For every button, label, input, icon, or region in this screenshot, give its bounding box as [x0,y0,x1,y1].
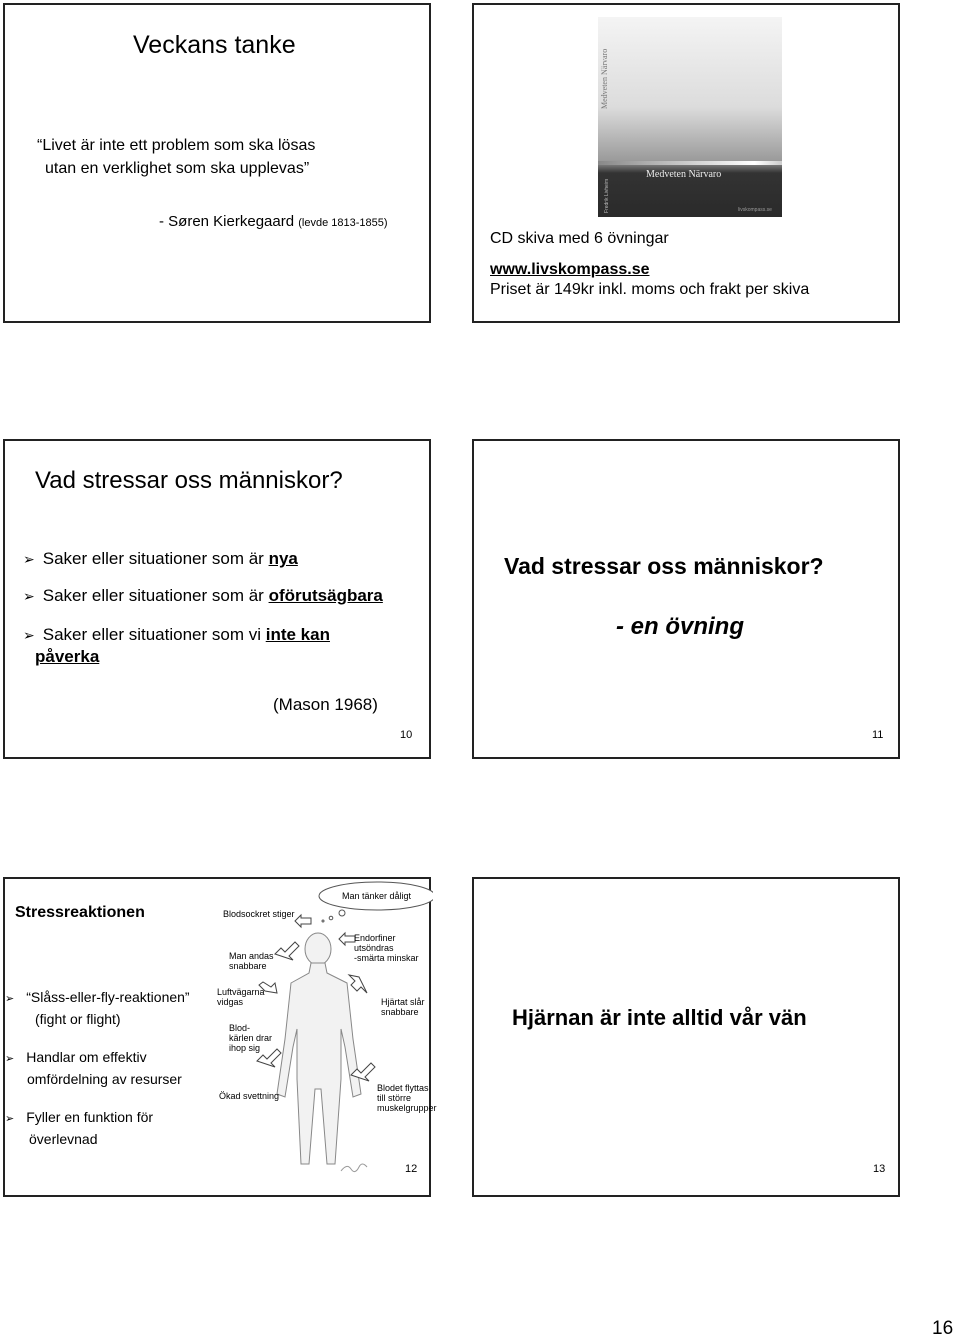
label-airways: Luftvägarna vidgas [217,987,265,1007]
slide-title: Vad stressar oss människor? [35,467,343,494]
quote-author [159,213,388,230]
page-number: 13 [873,1163,886,1175]
label-breath: Man andas snabbare [229,951,274,971]
label-sweat: Ökad svettning [219,1091,280,1101]
slide-veckans-tanke [3,3,431,323]
page-number: 11 [872,729,884,741]
price-text: Priset är 149kr inkl. moms och frakt per skiva [490,281,810,298]
human-figure-icon [277,933,361,1164]
slide-title: Stressreaktionen [15,904,145,921]
arrow-bullet-icon: ➢ [5,993,15,1005]
label-vessels: Blod- kärlen drar ihop sig [229,1023,273,1053]
bullet-item: ➢ “Slåss-eller-fly-reaktionen” (fight or flight) [5,989,190,1027]
cd-cover-image [598,17,782,217]
slide-stress-reaction [3,877,437,1197]
page-number: 12 [405,1163,418,1175]
arrow-icon [339,933,355,945]
slide-cd [472,3,900,323]
cover-title: Medveten Närvaro [600,48,609,109]
thought-cloud-icon [319,882,433,922]
author-name: - Søren Kierkegaard [159,213,295,230]
arrow-bullet-icon: ➢ [23,551,35,567]
website-link[interactable]: www.livskompass.se [490,261,650,278]
cd-text: CD skiva med 6 övningar [490,230,669,247]
slide-title: Vad stressar oss människor? [504,553,824,579]
bullet-item: ➢ Saker eller situationer som är nya [23,549,298,568]
cover-author: Fredrik Livheim [604,178,610,213]
quote-line-2: utan en verklighet som ska upplevas” [45,160,310,177]
slide-stress-causes [3,439,431,759]
cover-spine-title: Medveten Närvaro [646,169,722,180]
signature-icon [341,1164,367,1172]
slide-subtitle: - en övning [616,613,744,640]
bullet-item: ➢ Saker eller situationer som vi inte kan påverka [23,625,330,666]
label-blood-sugar: Blodsockret stiger [223,909,295,919]
arrow-bullet-icon: ➢ [23,588,35,604]
slide-brain [472,877,900,1197]
arrow-bullet-icon: ➢ [23,627,35,643]
cover-publisher: livskompass.se [738,207,772,213]
body-diagram [5,879,433,1199]
label-endorphin: Endorfiner utsöndras -smärta minskar [354,933,419,963]
page-number: 10 [400,729,413,741]
slide-title: Hjärnan är inte alltid vår vän [512,1005,807,1030]
arrow-icon [349,975,367,993]
author-years: (levde 1813-1855) [298,217,388,229]
arrow-icon [295,915,311,927]
quote-line-1: “Livet är inte ett problem som ska lösas [37,137,316,154]
arrow-bullet-icon: ➢ [5,1053,15,1065]
bullet-item: ➢ Fyller en funktion för överlevnad [5,1109,154,1147]
arrow-bullet-icon: ➢ [5,1113,15,1125]
label-heart: Hjärtat slår snabbare [381,997,425,1017]
bullet-item: ➢ Saker eller situationer som är oförutsägbara [23,586,383,605]
document-page-number: 16 [932,1318,954,1339]
bullet-item: ➢ Handlar om effektiv omfördelning av resurser [5,1049,182,1087]
arrow-icon [275,942,299,960]
slide-title: Veckans tanke [133,31,296,59]
slide-exercise [472,439,900,759]
source-citation: (Mason 1968) [273,695,378,714]
cover-flare [598,161,782,165]
label-blood: Blodet flyttas till större muskelgrupper [377,1083,437,1113]
label-thought: Man tänker dåligt [342,891,412,901]
